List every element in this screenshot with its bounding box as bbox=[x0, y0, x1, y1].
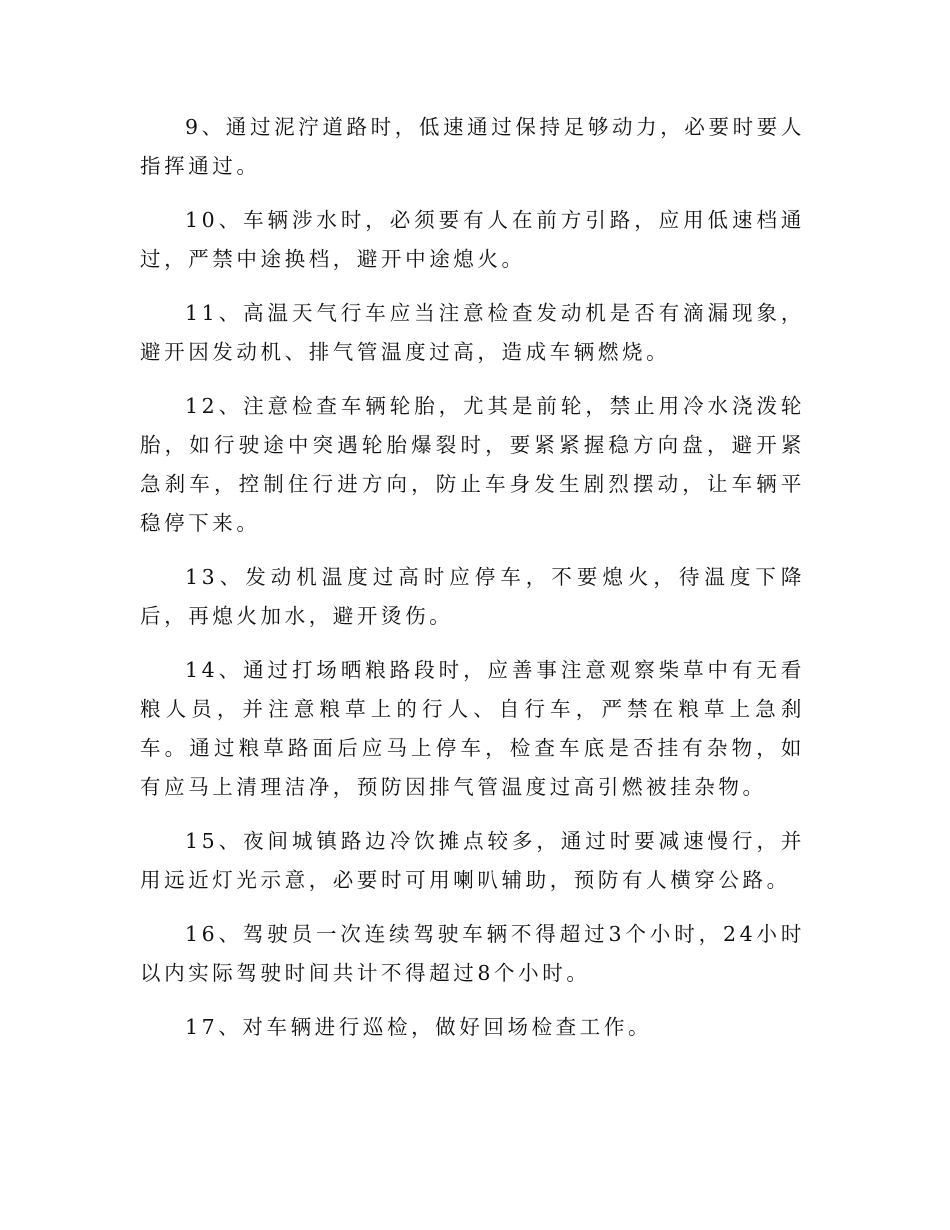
paragraph-item-9: 9、通过泥泞道路时，低速通过保持足够动力，必要时要人指挥通过。 bbox=[140, 115, 805, 178]
paragraph-item-12: 12、注意检查车辆轮胎，尤其是前轮，禁止用冷水浇泼轮胎，如行驶途中突遇轮胎爆裂时，要紧紧握稳方向盘，避开紧急刹车，控制住行进方向，防止车身发生剧烈摆动，让车辆平稳停下来。 bbox=[140, 394, 805, 535]
paragraph-item-13: 13、发动机温度过高时应停车，不要熄火，待温度下降后，再熄火加水，避开烫伤。 bbox=[140, 565, 805, 628]
paragraph-item-11: 11、高温天气行车应当注意检查发动机是否有滴漏现象，避开因发动机、排气管温度过高，造成车辆燃烧。 bbox=[140, 301, 805, 364]
paragraph-item-17: 17、对车辆进行巡检，做好回场检查工作。 bbox=[185, 1015, 653, 1039]
document-body bbox=[140, 108, 805, 1062]
paragraph-item-16: 16、驾驶员一次连续驾驶车辆不得超过3个小时，24小时以内实际驾驶时间共计不得超过8个小时。 bbox=[140, 922, 805, 985]
paragraph-item-15: 15、夜间城镇路边冷饮摊点较多，通过时要减速慢行，并用远近灯光示意，必要时可用喇叭辅助，预防有人横穿公路。 bbox=[140, 829, 805, 892]
paragraph-item-14: 14、通过打场晒粮路段时，应善事注意观察柴草中有无看粮人员，并注意粮草上的行人、自行车，严禁在粮草上急刹车。通过粮草路面后应马上停车，检查车底是否挂有杂物，如有应马上清理洁净，预防因排气管温度过高引燃被挂杂物。 bbox=[140, 658, 805, 799]
paragraph-item-10: 10、车辆涉水时，必须要有人在前方引路，应用低速档通过，严禁中途换档，避开中途熄火。 bbox=[140, 208, 805, 271]
